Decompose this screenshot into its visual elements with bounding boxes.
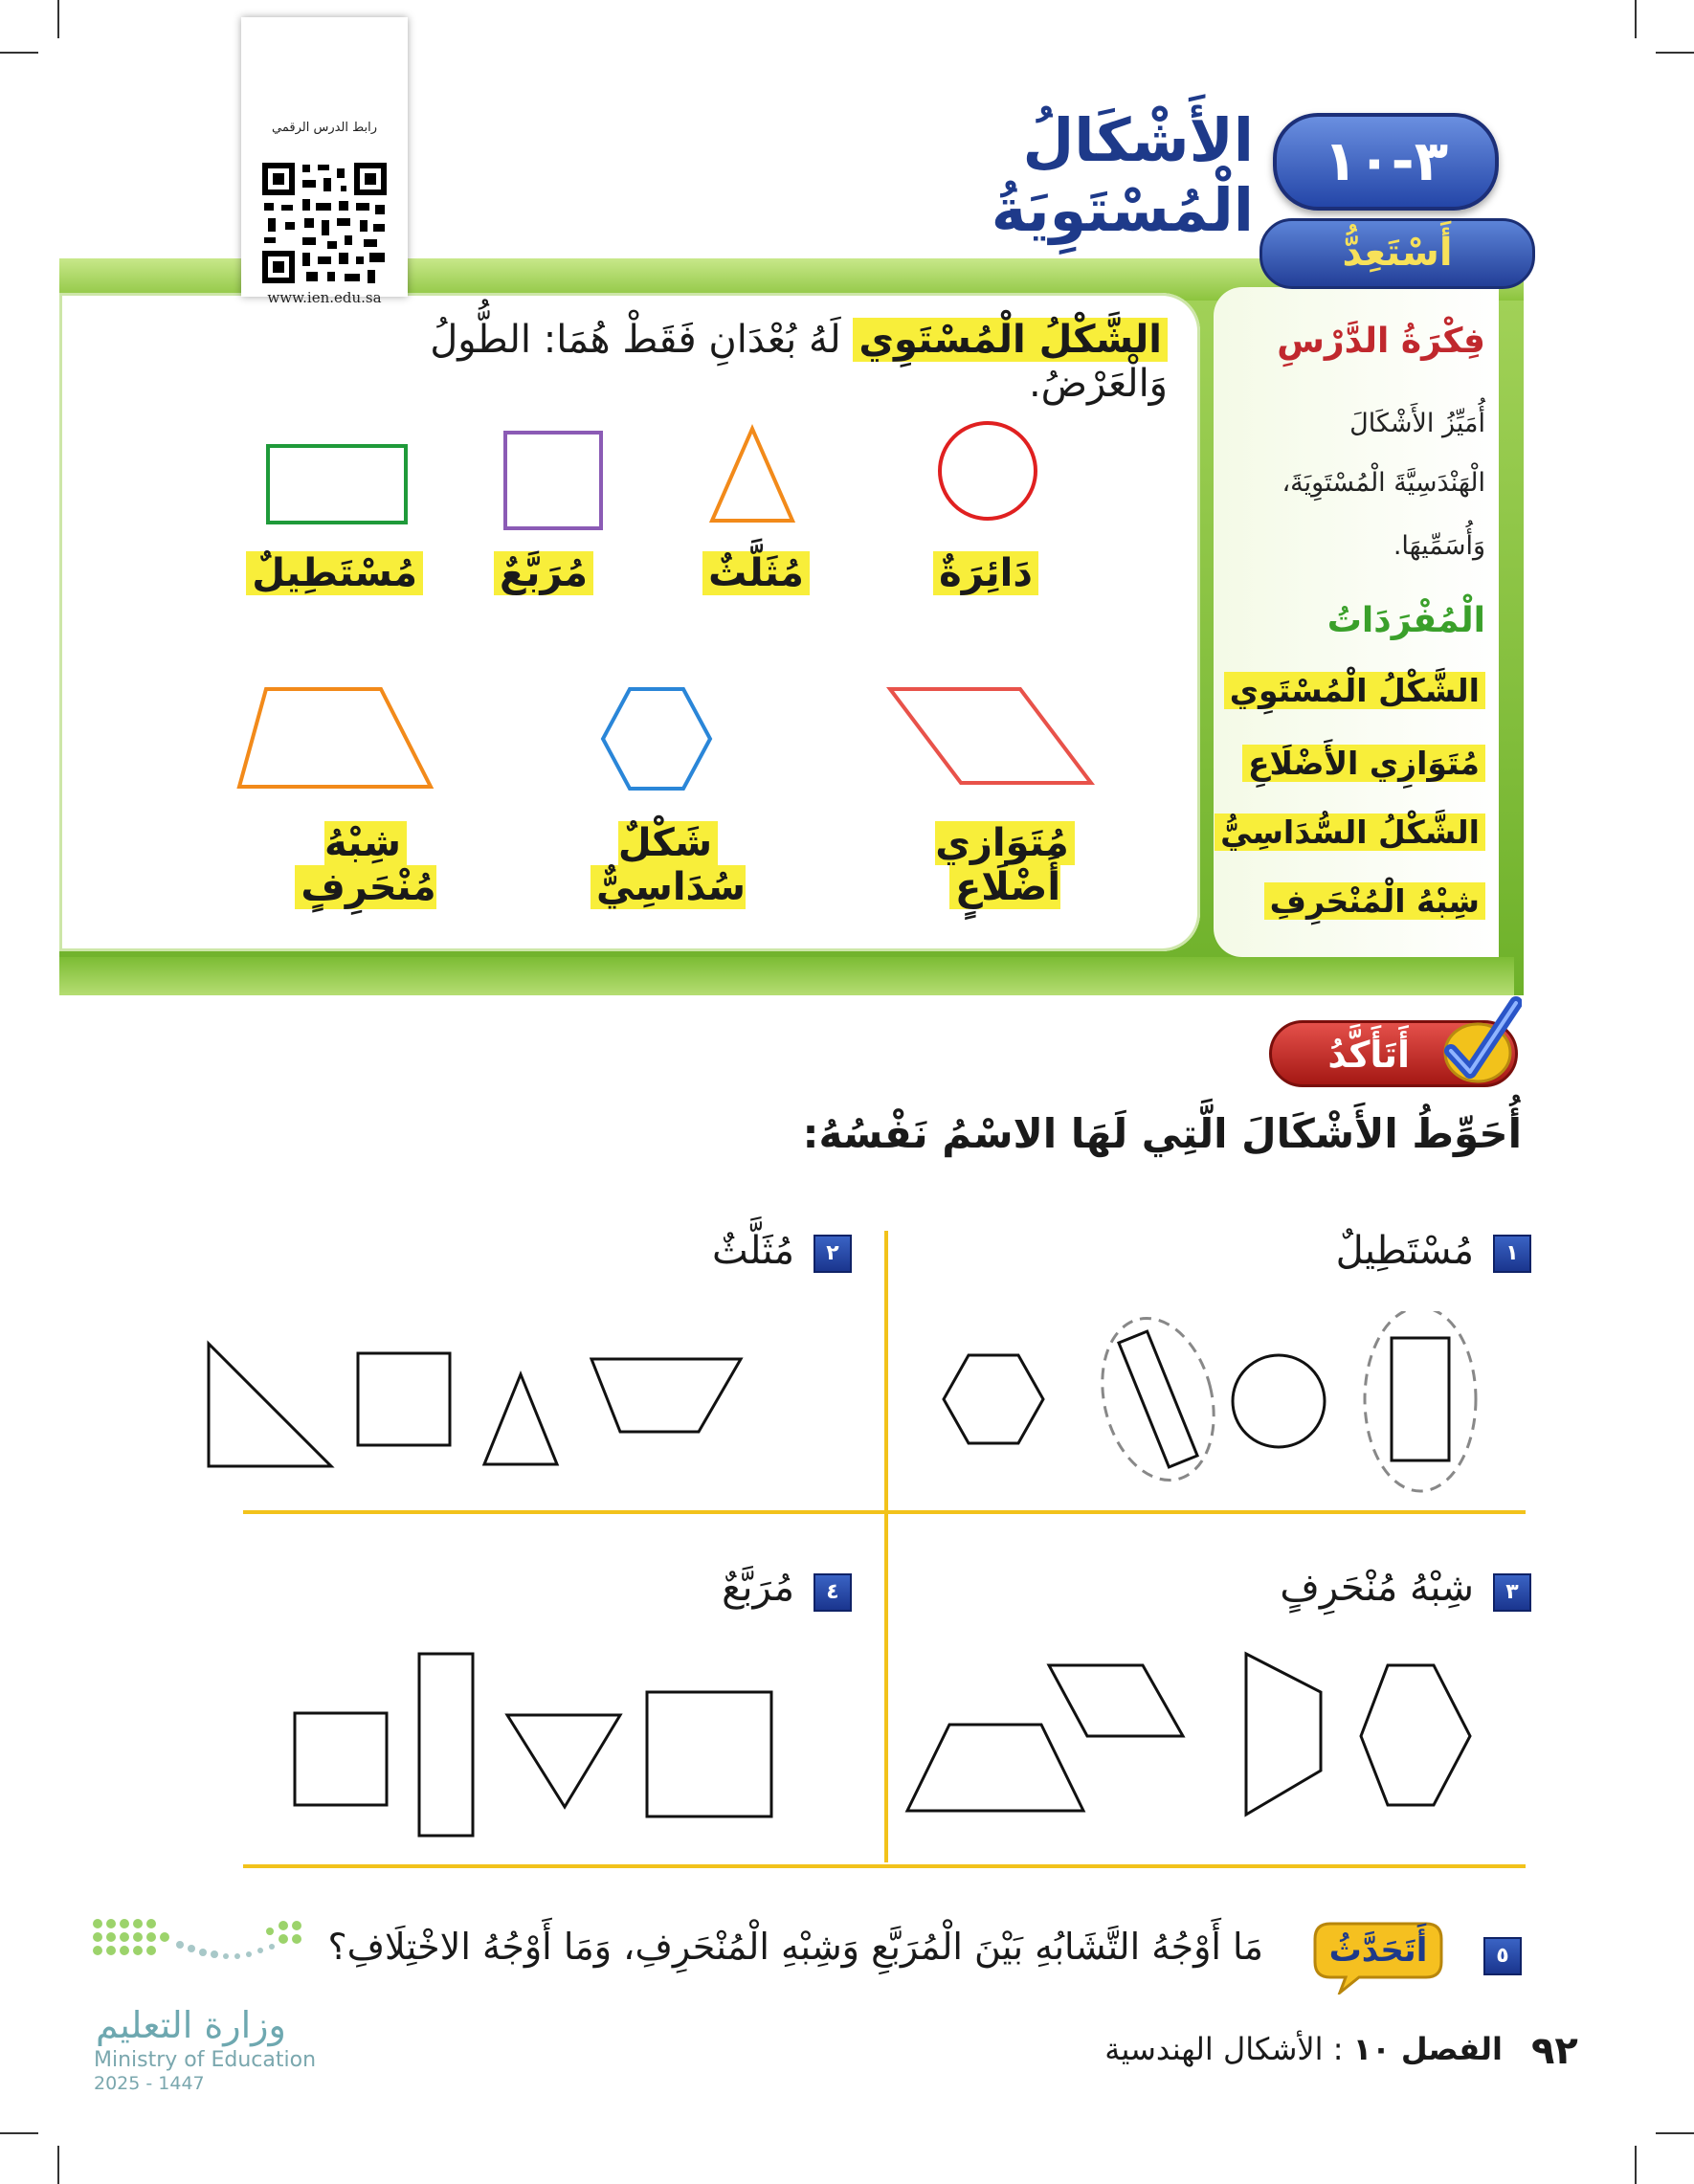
parallelogram-shape	[890, 689, 1091, 783]
prepare-badge: أَسْتَعِدُّ	[1259, 218, 1535, 289]
qr-card[interactable]	[241, 17, 408, 306]
triangle-shape	[209, 1344, 331, 1466]
parallelogram-shape	[1049, 1665, 1183, 1736]
vocabulary-item: الشَّكْلُ السُّدَاسِيُّ	[1215, 813, 1485, 851]
check-instruction: أُحَوِّطُ الأَشْكَالَ الَّتِي لَهَا الاسْمُ نَفْسُهُ:	[802, 1110, 1522, 1157]
qr-code-icon[interactable]	[260, 161, 389, 285]
answer-circle	[1086, 1311, 1230, 1492]
talk-badge: أَتَحَدَّثُ	[1328, 1931, 1428, 1970]
rectangle-shape	[268, 446, 406, 523]
lesson-idea-title: فِكْرَةُ الدَّرْسِ	[1277, 322, 1485, 361]
talk-question: مَا أَوْجُهُ التَّشَابُهِ بَيْنَ الْمُرَبَّعِ وَشِبْهِ الْمُنْحَرِفِ، وَمَا أَوْجُهُ الاخْتِلَافِ؟	[327, 1926, 1263, 1968]
rectangle-shape	[1119, 1331, 1197, 1467]
band-bottom-strip	[59, 957, 1514, 995]
trapezoid-shape	[907, 1725, 1083, 1811]
ministry-logo-icon	[92, 1918, 302, 1985]
vocabulary-title: الْمُفْرَدَاتُ	[1326, 601, 1485, 640]
triangle-shape	[712, 429, 792, 521]
rectangle-shape	[419, 1654, 473, 1836]
exercise-title: مُسْتَطِيلٌ	[1335, 1229, 1474, 1273]
exercise-title: شِبْهُ مُنْحَرِفٍ	[1280, 1566, 1474, 1610]
crop-mark	[57, 0, 59, 38]
trapezoid-shape	[591, 1359, 741, 1432]
shape-label-trapezoid: شِبْهُ مُنْحَرِفٍ	[251, 821, 480, 909]
exercise-4-shapes	[278, 1642, 814, 1843]
trapezoid-shape	[1246, 1654, 1321, 1815]
lesson-idea-line: وَأُسَمِّيهَا.	[1393, 531, 1485, 561]
crop-mark	[1635, 2146, 1637, 2184]
page-title: الأَشْكَالُ الْمُسْتَوِيَةُ	[991, 105, 1254, 245]
vocabulary-item: الشَّكْلُ الْمُسْتَوِي	[1224, 672, 1485, 709]
exercise-3-shapes	[900, 1637, 1512, 1838]
grid-vertical-line	[884, 1231, 888, 1862]
triangle-shape	[484, 1374, 557, 1464]
definition-text: لَهُ بُعْدَانِ فَقَطْ هُمَا: الطُّولُ وَالْعَرْضُ.	[430, 318, 1168, 406]
shape-label-hexagon: شَكْلٌ سُدَاسِيٌّ	[544, 821, 792, 909]
square-shape	[505, 433, 601, 528]
square-shape	[358, 1353, 450, 1445]
ministry-name-english: Ministry of Education	[94, 2048, 317, 2072]
exercise-title: مُثَلَّثٌ	[711, 1229, 794, 1273]
shapes-row-2	[230, 680, 1110, 813]
square-shape	[647, 1692, 771, 1816]
chapter-title: الأشكال الهندسية	[1104, 2031, 1324, 2067]
hexagon-shape	[1361, 1665, 1470, 1805]
lesson-idea-line: الْهَنْدَسِيَّةَ الْمُسْتَوِيَةَ،	[1282, 468, 1485, 498]
page-number: ٩٢	[1531, 2029, 1578, 2073]
vocabulary-item: مُتَوَازِي الأَضْلَاعِ	[1242, 745, 1485, 782]
exercise-number: ٣	[1493, 1573, 1531, 1612]
lesson-number-badge: ٣-١٠	[1273, 113, 1499, 211]
grid-horizontal-line	[243, 1864, 1526, 1868]
definition-term: الشَّكْلُ الْمُسْتَوِي	[853, 318, 1168, 362]
ministry-name-arabic: وزارة التعليم	[96, 2004, 286, 2046]
checkmark-icon	[1436, 995, 1522, 1087]
square-shape	[295, 1713, 387, 1805]
exercise-number: ٥	[1483, 1937, 1522, 1975]
chapter-label: الفصل ١٠	[1352, 2031, 1503, 2067]
qr-url[interactable]: www.ien.edu.sa	[267, 289, 382, 306]
exercise-number: ٤	[814, 1573, 852, 1612]
shape-label-rectangle: مُسْتَطِيلٌ	[251, 551, 423, 595]
circle-shape	[1233, 1355, 1325, 1447]
shape-label-parallelogram: مُتَوَازِي أَضْلَاعٍ	[880, 821, 1129, 909]
vocabulary-item: شِبْهُ الْمُنْحَرِفِ	[1264, 882, 1485, 920]
shapes-row-1	[249, 412, 1053, 555]
hexagon-shape	[603, 689, 710, 789]
lesson-idea-line: أُمَيِّزُ الأَشْكَالَ	[1349, 409, 1485, 438]
chapter-footer	[1034, 2031, 1503, 2067]
crop-mark	[0, 52, 38, 54]
exercise-1-shapes	[919, 1311, 1512, 1493]
crop-mark	[0, 2132, 38, 2134]
rectangle-shape	[1392, 1338, 1449, 1460]
crop-mark	[1656, 2132, 1694, 2134]
chapter-separator: :	[1332, 2031, 1344, 2067]
crop-mark	[1635, 0, 1637, 38]
hexagon-shape	[944, 1355, 1043, 1443]
shape-label-circle: دَائِرَةٌ	[900, 551, 1072, 595]
grid-horizontal-line	[243, 1510, 1526, 1514]
check-badge: أَتَأَكَّدُ	[1269, 1020, 1518, 1087]
ministry-year: 2025 - 1447	[94, 2073, 205, 2094]
exercise-number: ٢	[814, 1235, 852, 1273]
exercise-2-shapes	[191, 1321, 861, 1483]
exercise-title: مُرَبَّعٌ	[722, 1566, 794, 1610]
trapezoid-shape	[239, 689, 431, 787]
plane-shape-definition	[345, 318, 1168, 406]
triangle-shape	[507, 1715, 620, 1807]
exercise-number: ١	[1493, 1235, 1531, 1273]
crop-mark	[1656, 52, 1694, 54]
crop-mark	[57, 2146, 59, 2184]
circle-shape	[940, 423, 1036, 519]
shape-label-square: مُرَبَّعٌ	[457, 551, 630, 595]
shape-label-triangle: مُثَلَّثٌ	[670, 551, 842, 595]
qr-label: رابط الدرس الرقمي	[272, 121, 377, 135]
